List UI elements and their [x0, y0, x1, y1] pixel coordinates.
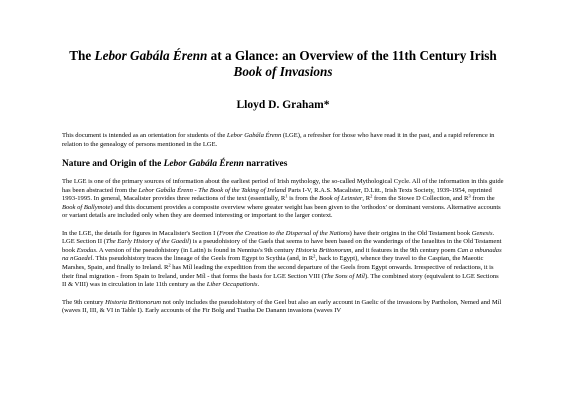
title-italic: Lebor Gabála Érenn — [94, 48, 208, 63]
intro-paragraph: This document is intended as an orientation for students of the Lebor Gabála Érenn (LGE), a refresher for those who have read it in the past, and a rapid reference in relation to the genealogy of persons mentioned in the LGE. — [62, 132, 495, 148]
title-line-1 — [62, 48, 504, 64]
author-name: Lloyd D. Graham* — [236, 99, 330, 111]
title-text: The — [69, 48, 95, 63]
title-line-2 — [62, 64, 504, 80]
section-heading: Nature and Origin of the Lebor Gabála Érenn narratives — [62, 159, 288, 170]
title-italic: Book of Invasions — [233, 64, 333, 79]
body-paragraph-1: The LGE is one of the primary sources of information about the earliest period of Irish mythology, the so-called Mythological Cycle. All of the information in this guide has been abstracted from the Lebor Gabála Érenn - The Book of the Taking of Ireland Parts I-V, R.A.S. Macalister, D.Litt., Irish Texts Society, 1939-1954, reprinted 1993-1995. In general, Macalister provides three redactions of the text (essentially, $R^1$ is from the Book of Leinster, $R^2$ from the Stowe D Collection, and $R^3$ from the Book of Ballymote) and this document provides a composite overview where greater weight has been given to the 'orthodox' or dominant versions. Alternative accounts or variant details are included only when they are deemed interesting or important to the larger context. — [62, 178, 504, 220]
document-title — [62, 0, 504, 80]
title-text: at a Glance: an Overview of the 11th Century Irish — [207, 48, 497, 63]
body-paragraph-3: The 9th century Historia Brittonorum not only includes the pseudohistory of the Geel but also an early account in Gaelic of the invasions by Partholon, Nemed and Míl (waves II, III, & VI in Table I). Early accounts of the Fir Bolg and Tuatha De Danann invasions (waves IV — [62, 298, 502, 315]
body-paragraph-2: In the LGE, the details for figures in Macalister's Section I (From the Creation to the Dispersal of the Nations) have their origins in the Old Testament book Genesis. LGE Section II (The Early History of the Gaedil) is a pseudohistory of the Gaels that seems to have been based on the wanderings of the Israelites in the Old Testament book Exodus. A version of the pseudohistory (in Latin) is found in Nennius's 9th century Historia Brittonorum, and it features in the 9th century poem Can a mbunadas na nGaedel. This pseudohistory traces the lineage of the Geels from Egypt to Scythia (and, in $R^2$, back to Egypt), whence they travel to the Caspian, the Maeotic Marshes, Spain, and finally to Ireland. $R^2$ has Míl leading the expedition from the second departure of the Geels from Egypt onwards. Irrespective of redactions, it is their final migration - from Spain to Ireland, under Míl - that forms the basis for LGE Section VIII (The Sons of Míl). The combined story (equivalent to LGE Sections II & VIII) was in circulation in late 11th century as the Liber Occupationis. — [62, 229, 502, 289]
